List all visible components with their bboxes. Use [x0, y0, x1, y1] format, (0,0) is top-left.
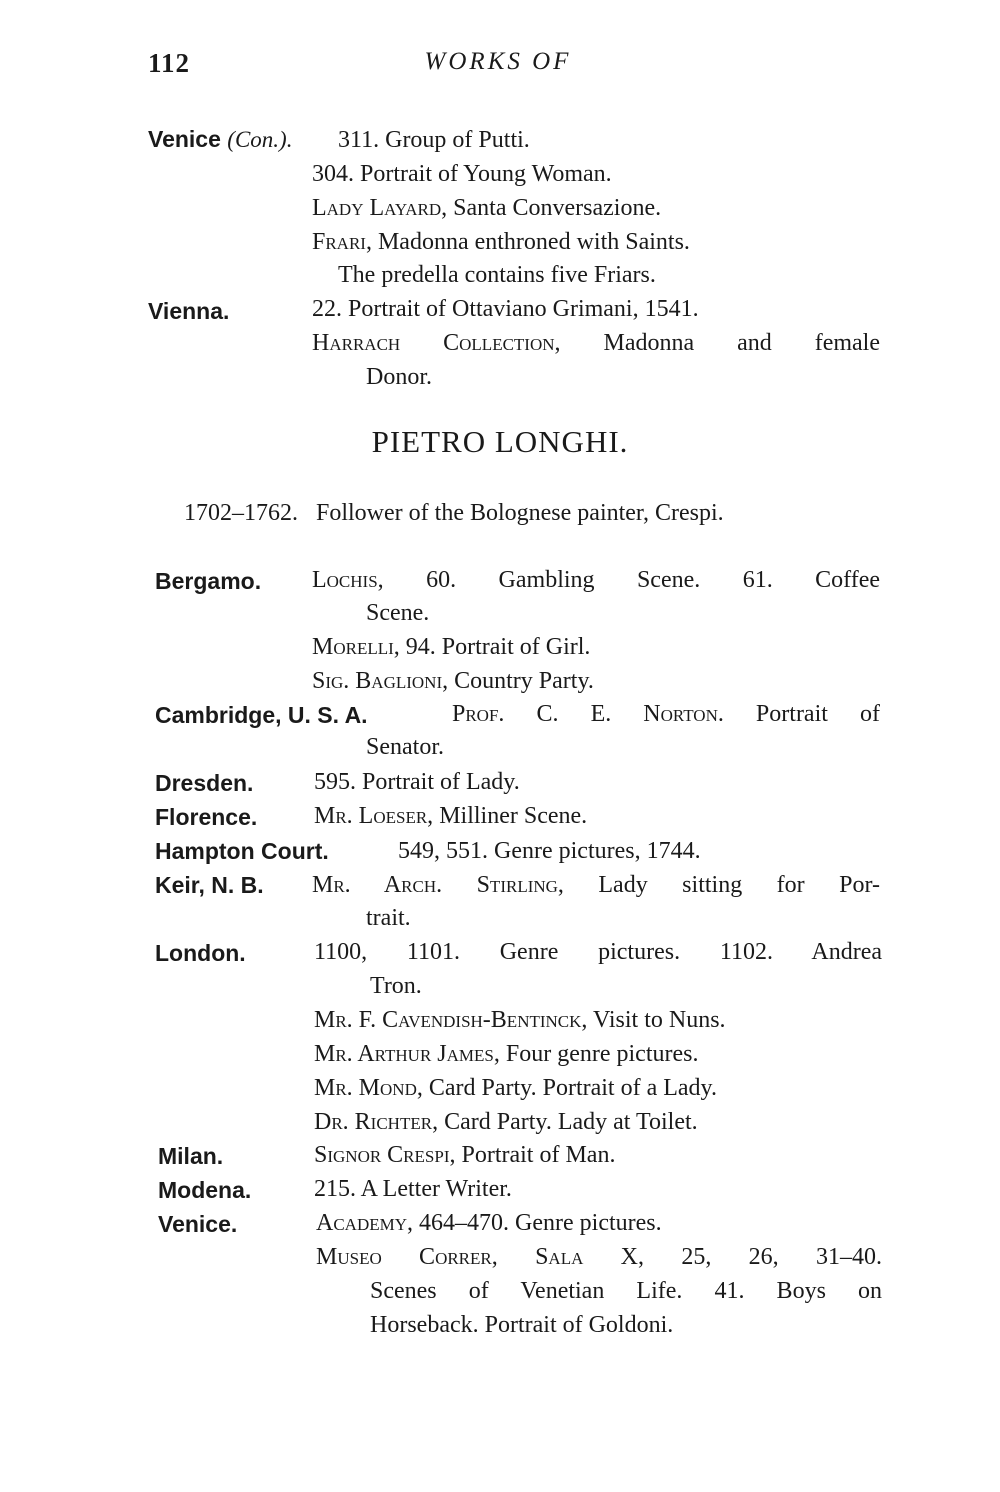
entry-line: Lochis, 60. Gambling Scene. 61. Coffee	[312, 567, 880, 593]
entry-line: 549, 551. Genre pictures, 1744.	[398, 838, 701, 864]
place-keir: Keir, N. B.	[155, 872, 264, 898]
place-hampton-court: Hampton Court.	[155, 838, 329, 864]
entry-line: Scene.	[366, 600, 430, 626]
entry-line: Mr. Arthur James, Four genre pictures.	[314, 1041, 699, 1067]
place-vienna: Vienna.	[148, 298, 230, 324]
place-venice: Venice.	[158, 1211, 238, 1237]
entry-line: Dr. Richter, Card Party. Lady at Toilet.	[314, 1109, 698, 1135]
entry-line: 304. Portrait of Young Woman.	[312, 161, 612, 187]
entry-line: Mr. Loeser, Milliner Scene.	[314, 803, 588, 829]
place-modena: Modena.	[158, 1177, 252, 1203]
entry-line: Lady Layard, Santa Conversazione.	[312, 195, 662, 221]
place-cambridge: Cambridge, U. S. A.	[155, 702, 368, 728]
entry-line: 22. Portrait of Ottaviano Grimani, 1541.	[312, 296, 699, 322]
entry-line: The predella contains five Friars.	[338, 262, 656, 288]
place-dresden: Dresden.	[155, 770, 254, 796]
entry-line: Sig. Baglioni, Country Party.	[312, 668, 594, 694]
entry-line: Morelli, 94. Portrait of Girl.	[312, 634, 591, 660]
entry-line: Scenes of Venetian Life. 41. Boys on	[370, 1278, 882, 1304]
place-florence: Florence.	[155, 804, 258, 830]
entry-line: Mr. Arch. Stirling, Lady sitting for Por-	[312, 872, 880, 898]
entry-line: Academy, 464–470. Genre pictures.	[316, 1210, 662, 1236]
entry-line: Tron.	[370, 973, 422, 999]
artist-heading: PIETRO LONGHI.	[371, 424, 629, 459]
entry-line: 595. Portrait of Lady.	[314, 769, 520, 795]
place-bergamo: Bergamo.	[155, 568, 262, 594]
entry-line: trait.	[366, 905, 411, 931]
entry-line: 215. A Letter Writer.	[314, 1176, 512, 1202]
artist-description: Follower of the Bolognese painter, Crespi.	[316, 500, 724, 526]
entry-line: Mr. Mond, Card Party. Portrait of a Lady.	[314, 1075, 717, 1101]
place-london: London.	[155, 940, 246, 966]
artist-dates-line	[184, 498, 724, 528]
place-milan: Milan.	[158, 1143, 224, 1169]
running-title: WORKS OF	[424, 48, 572, 75]
page-header	[148, 48, 888, 88]
continued-note: (Con.).	[227, 127, 293, 152]
entry-line: Donor.	[366, 364, 432, 390]
place-venice-continued: Venice (Con.).	[148, 126, 293, 152]
entry-line: Mr. F. Cavendish-Bentinck, Visit to Nuns.	[314, 1007, 726, 1033]
entry-line: 1100, 1101. Genre pictures. 1102. Andrea	[314, 939, 882, 965]
entry-line: Signor Crespi, Portrait of Man.	[314, 1142, 616, 1168]
entry-line: Harrach Collection, Madonna and female	[312, 330, 880, 356]
entry-line: Senator.	[366, 734, 444, 760]
entry-line: 311. Group of Putti.	[338, 127, 530, 153]
entry-line: Museo Correr, Sala X, 25, 26, 31–40.	[316, 1244, 882, 1270]
entry-line: Prof. C. E. Norton. Portrait of	[452, 701, 880, 727]
entry-line: Horseback. Portrait of Goldoni.	[370, 1312, 674, 1338]
artist-dates: 1702–1762.	[184, 500, 298, 526]
page-number: 112	[148, 48, 191, 78]
entry-line: Frari, Madonna enthroned with Saints.	[312, 229, 690, 255]
